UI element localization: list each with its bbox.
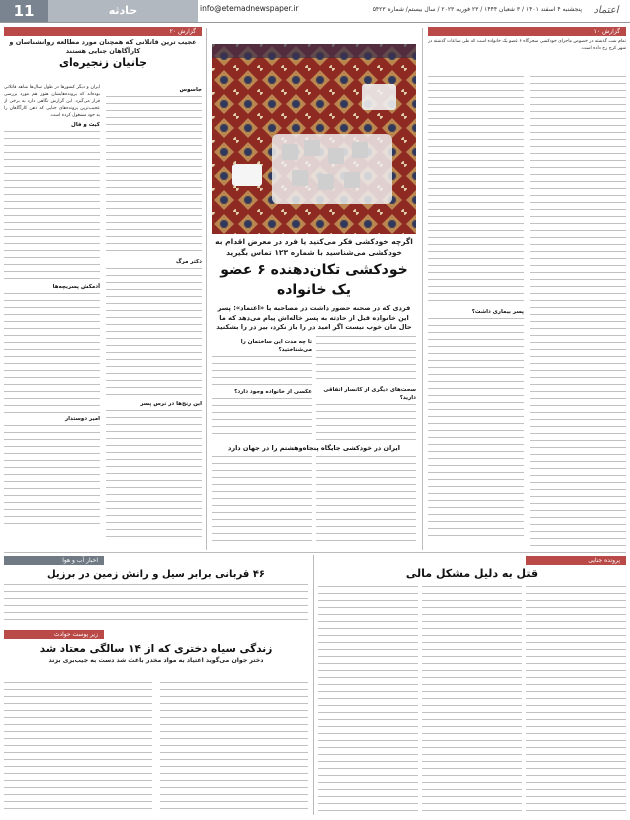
right-subhead: پسر بیماری داشت؟ <box>471 309 524 315</box>
page-header <box>0 0 630 23</box>
contact-email[interactable]: info@etemadnewspaper.ir <box>200 4 299 13</box>
left-body-text: ایران و دیگر کشورها در طول سال‌ها شاهد قاتلانی بوده‌اند که پرونده‌هایشان هنوز هم مورد بررسی قرار می‌گیرد. این گزارش نگاهی دارد به برخی از عجیب‌ترین پرونده‌های جنایی که ذهن کارآگاهان را به خود مشغول کرده است. <box>4 85 100 118</box>
addiction-heading <box>4 642 308 678</box>
left-subhead: دکتر مرگ <box>175 259 202 265</box>
center-heading <box>212 236 416 304</box>
weather-body <box>4 584 308 626</box>
addiction-body-a <box>4 682 152 812</box>
left-kicker: عجیب ترین قاتلانی که همچنان مورد مطالعه روانشناسان و کارآگاهان جنایی هستند <box>9 38 197 55</box>
center-body-col-a <box>212 336 312 442</box>
report-tag-left: گزارش ۲۰ <box>4 27 202 36</box>
left-subhead: جاسوس <box>179 87 202 93</box>
murder-headline: قتل به دلیل مشکل مالی <box>405 567 539 580</box>
under-skin-tag: زیر پوست حوادث <box>4 630 104 639</box>
weather-headline: ۴۶ قربانی برابر سیل و رانش زمین در برزیل <box>46 569 266 580</box>
center-question: عکسی از خانواده وجود دارد؟ <box>234 389 312 395</box>
center-lead: فردی که در صحنه حضور داشت در مصاحبه با «اعتماد»: پسر این خانواده قبل از حادثه به پسر خاله‌اش پیام می‌دهد که ما حال مان خوب نیست اگر امید در را باز نکرد، بیر در را بشکنید <box>216 304 412 331</box>
center-headline: خودکشی تکان‌دهنده ۶ عضو یک خانواده <box>220 262 408 298</box>
left-subhead: آدمکش پسربچه‌ها <box>52 284 100 290</box>
left-headline: جانیان زنجیره‌ای <box>58 56 148 69</box>
right-body-col-a <box>428 76 524 546</box>
right-intro-block <box>428 38 626 74</box>
criminal-tag: پرونده جنایی <box>526 556 626 565</box>
addiction-body-b <box>160 682 308 812</box>
right-intro: تمام شب گذشته در خصوص ماجرای خودکشی سحرگاه ۶ عضو یک خانواده است که طی ساعات گذشته در شهر کرج رخ داده است. <box>428 39 626 51</box>
weather-tag: اخبار آب و هوا <box>4 556 104 565</box>
center-question: تا چه مدت این ساختمان را می‌شناختید؟ <box>240 339 312 353</box>
left-subhead: امیر دوستدار <box>65 416 100 422</box>
murder-body-b <box>422 586 522 812</box>
left-body-col-b <box>106 84 202 544</box>
weather-heading <box>4 568 308 582</box>
section-title: حادثه <box>48 0 198 22</box>
murder-body-a <box>318 586 418 812</box>
date-line: پنجشنبه ۴ اسفند ۱۴۰۱ / ۳ شعبان ۱۴۴۴ / ۲۳ فوریه ۲۰۲۳ / سال بیستم/ شماره ۵۴۲۳ <box>372 6 582 13</box>
newspaper-logo: اعتماد <box>593 5 619 16</box>
left-subhead: کیث و فال <box>71 122 100 128</box>
column-divider <box>206 28 207 550</box>
left-article-heading <box>4 38 202 82</box>
addiction-kicker: دختر جوان می‌گوید اعتیاد به مواد مخدر باعث شد دست به جیب‌بری بزند <box>48 657 264 664</box>
left-subhead: این رنج‌ها در نرس پسر <box>140 401 202 407</box>
murder-body-c <box>526 586 626 812</box>
addiction-headline: زندگی سیاه دختری که از ۱۴ سالگی معتاد شد <box>39 643 273 655</box>
column-divider <box>422 28 423 550</box>
center-question: سحت‌های دیگری از کانسار اتفاقی دارید؟ <box>323 387 416 401</box>
report-tag-right: گزارش ۱۰ <box>428 27 626 36</box>
center-kicker: اگرچه خودکشی فکر می‌کنید یا فرد در معرض اقدام به خودکشی می‌شناسید با شماره ۱۲۳ تماس بگیرید <box>215 237 413 257</box>
murder-heading <box>318 566 626 582</box>
center-body-col-d <box>316 456 416 546</box>
left-body-col-a <box>4 84 100 544</box>
row-divider <box>4 552 626 553</box>
page-number: 11 <box>0 0 48 22</box>
center-body-col-b <box>316 336 416 442</box>
center-subhead-block <box>212 444 416 454</box>
right-body-col-b <box>530 76 626 546</box>
carpet-photo <box>212 44 416 234</box>
center-lead-block <box>212 304 416 334</box>
carpet-photo-art <box>212 44 416 234</box>
column-divider <box>313 555 314 815</box>
center-subhead: ایران در خودکشی جایگاه پنجاه‌وهشتم را در جهان دارد <box>228 444 400 452</box>
center-body-col-c <box>212 456 312 546</box>
